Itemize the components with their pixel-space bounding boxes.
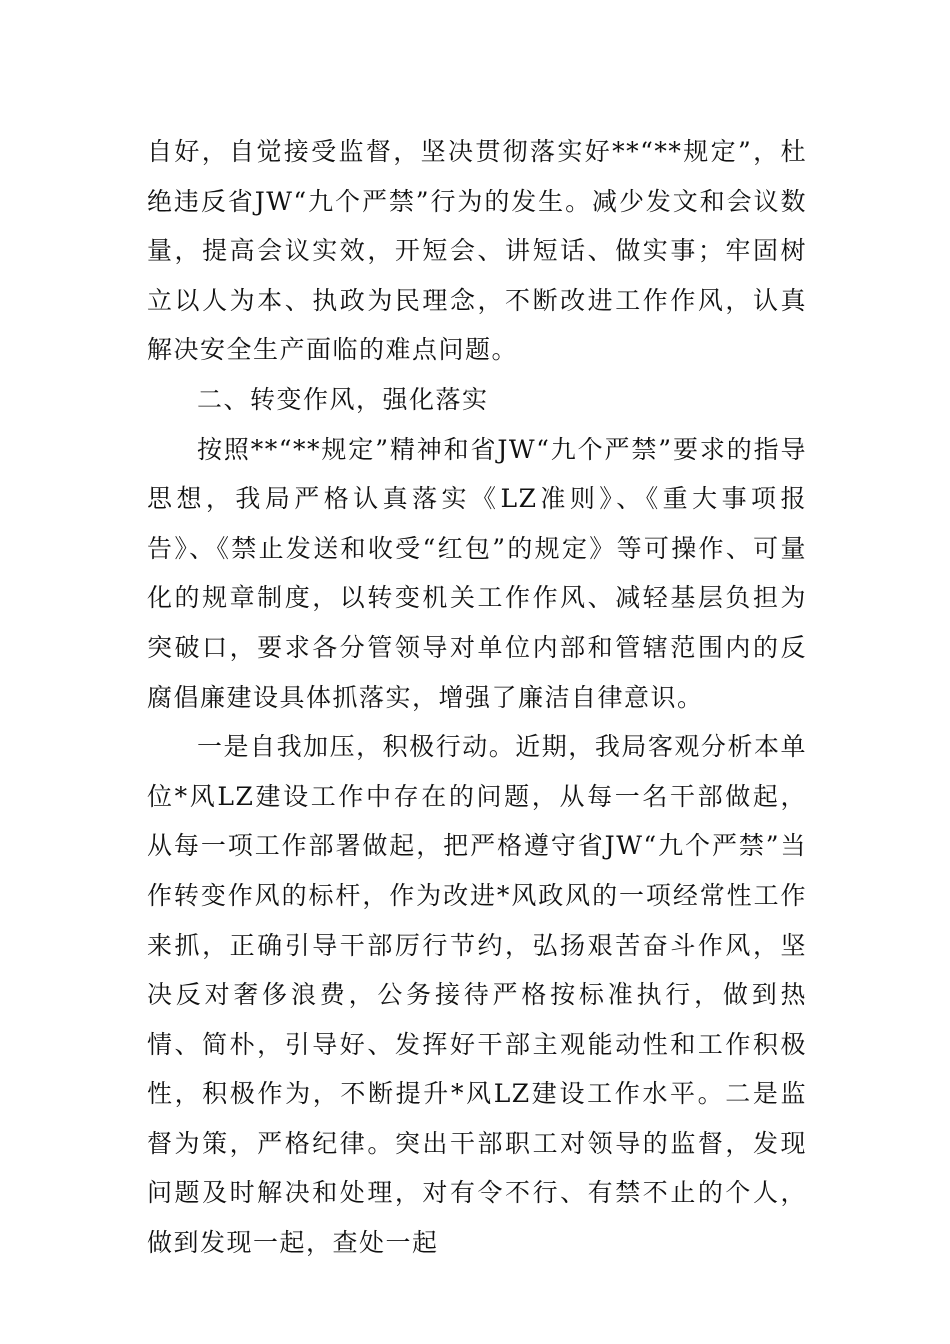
section-heading: 二、转变作风，强化落实: [197, 384, 489, 414]
document-body: [147, 127, 807, 1268]
paragraph-continued: 自好，自觉接受监督，坚决贯彻落实好**“**规定”，杜绝违反省JW“九个严禁”行为的发生。减少发文和会议数量，提高会议实效，开短会、讲短话、做实事；牢固树立以人为本、执政为民理念，不断改进工作作风，认真解决安全生产面临的难点问题。: [147, 137, 807, 365]
paragraph-guidance: 按照**“**规定”精神和省JW“九个严禁”要求的指导思想，我局严格认真落实《LZ准则》、《重大事项报告》、《禁止发送和收受“红包”的规定》等可操作、可量化的规章制度，以转变机关工作作风、减轻基层负担为突破口，要求各分管领导对单位内部和管辖范围内的反腐倡廉建设具体抓落实，增强了廉洁自律意识。: [147, 434, 807, 712]
paragraph-measures: 一是自我加压，积极行动。近期，我局客观分析本单位*风LZ建设工作中存在的问题，从每一名干部做起，从每一项工作部署做起，把严格遵守省JW“九个严禁”当作转变作风的标杆，作为改进*风政风的一项经常性工作来抓，正确引导干部厉行节约，弘扬艰苦奋斗作风，坚决反对奢侈浪费，公务接待严格按标准执行，做到热情、简朴，引导好、发挥好干部主观能动性和工作积极性，积极作为，不断提升*风LZ建设工作水平。二是监督为策，严格纪律。突出干部职工对领导的监督，发现问题及时解决和处理，对有令不行、有禁不止的个人，做到发现一起，查处一起: [147, 732, 807, 1258]
